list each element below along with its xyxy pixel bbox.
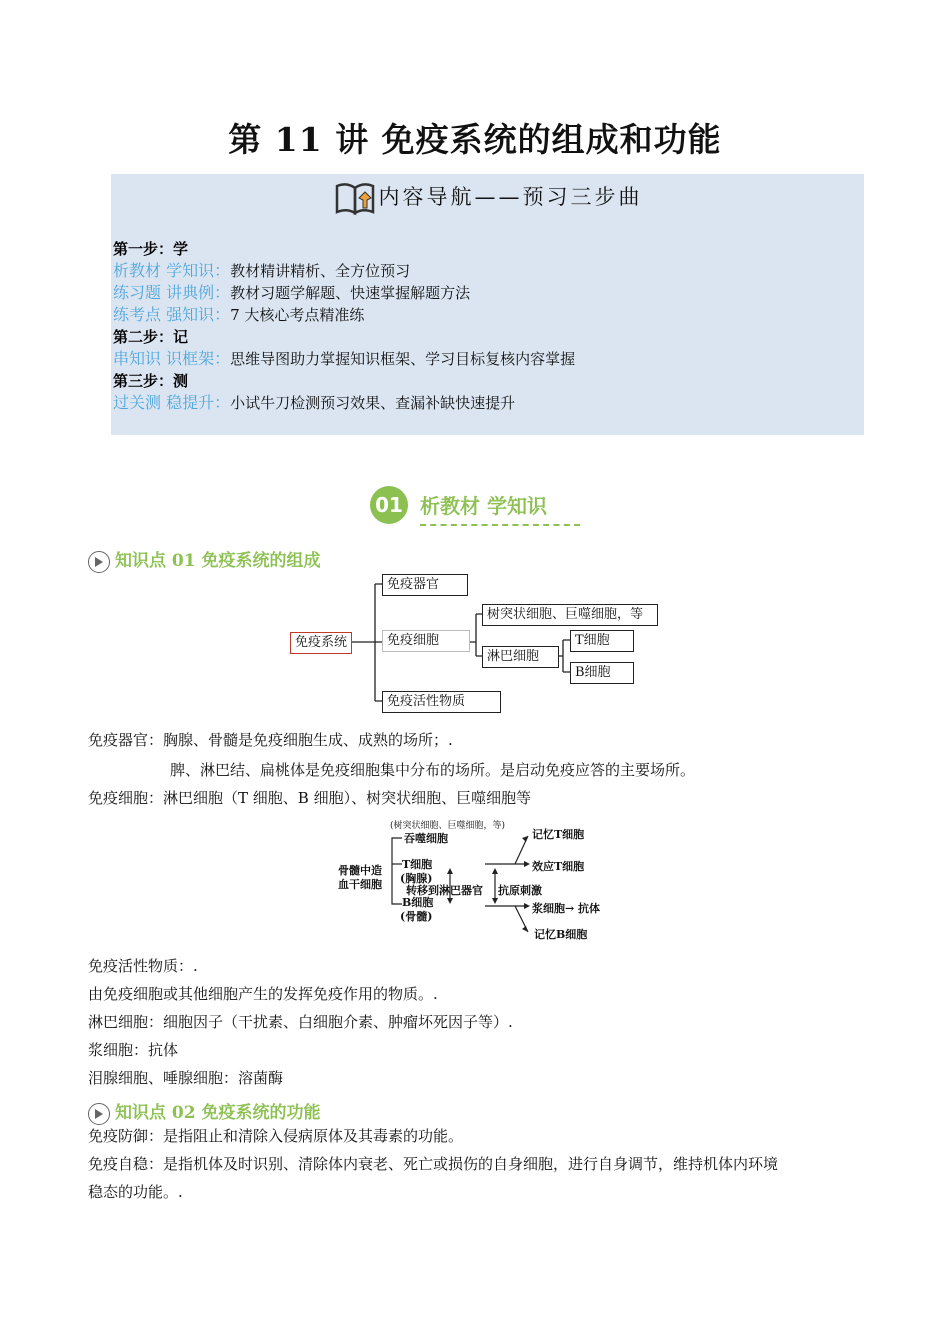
nav-row xyxy=(113,304,575,326)
page-title: 第 11 讲 免疫系统的组成和功能 xyxy=(228,120,722,159)
nav-row-label: 过关测 稳提升： xyxy=(113,393,231,412)
note-dendritic: (树突状细胞、巨噬细胞，等) xyxy=(390,821,506,831)
label-thymus: (胸腺) xyxy=(400,872,433,885)
paragraph-immune-cell: 免疫细胞：淋巴细胞（T 细胞、B 细胞）、树突状细胞、巨噬细胞等 xyxy=(88,789,532,807)
nav-row-text: 思维导图助力掌握知识框架、学习目标复核内容掌握 xyxy=(230,350,576,368)
navigation-steps xyxy=(113,238,575,414)
navigation-header-text: 内容导航——预习三步曲 xyxy=(378,185,643,209)
lymphocyte-development-diagram xyxy=(330,814,630,942)
section-title: 析教材 学知识 xyxy=(420,494,547,518)
nav-row xyxy=(113,348,575,370)
nav-row-text: 小试牛刀检测预习效果、查漏补缺快速提升 xyxy=(230,394,516,412)
knowledge-point-1-heading xyxy=(88,546,321,573)
label-effector-t-cell: 效应T细胞 xyxy=(532,860,585,873)
nav-row xyxy=(113,392,575,414)
nav-row-label: 练习题 讲典例： xyxy=(113,283,231,302)
paragraph-immune-homeostasis: 免疫自稳：是指机体及时识别、清除体内衰老、死亡或损伤的自身细胞，进行自身调节，维持机体内环境 xyxy=(88,1155,779,1173)
box-b-cell: B细胞 xyxy=(570,662,634,684)
paragraph-immune-defense: 免疫防御：是指阻止和清除入侵病原体及其毒素的功能。 xyxy=(88,1127,464,1145)
navigation-header xyxy=(111,178,864,218)
paragraph-spleen: 脾、淋巴结、扁桃体是免疫细胞集中分布的场所。是启动免疫应答的主要场所。 xyxy=(170,761,696,779)
nav-row-text: 教材精讲精析、全方位预习 xyxy=(230,262,411,280)
box-dendritic-macrophage: 树突状细胞、巨噬细胞，等 xyxy=(482,604,658,626)
nav-row-label: 析教材 学知识： xyxy=(113,261,231,280)
step-2-heading: 第二步：记 xyxy=(113,328,189,346)
section-underline xyxy=(420,524,580,526)
nav-row-label: 练考点 强知识： xyxy=(113,305,231,324)
box-immune-cell: 免疫细胞 xyxy=(382,630,470,652)
label-transfer-lymph-organ: 转移到淋巴器官 xyxy=(406,884,483,897)
immune-system-diagram xyxy=(0,570,950,720)
paragraph-active-substance: 免疫活性物质：. xyxy=(88,957,198,975)
nav-row-text: 教材习题学解题、快速掌握解题方法 xyxy=(230,284,471,302)
box-immune-organ: 免疫器官 xyxy=(382,574,468,596)
nav-row xyxy=(113,282,575,304)
paragraph-homeostasis-end: 稳态的功能。. xyxy=(88,1183,183,1201)
box-immune-active-substance: 免疫活性物质 xyxy=(382,691,501,713)
paragraph-cytokines: 淋巴细胞：细胞因子（干扰素、白细胞介素、肿瘤坏死因子等）. xyxy=(88,1013,513,1031)
content-navigation-panel xyxy=(111,174,864,435)
label-phagocyte: 吞噬细胞 xyxy=(404,832,448,845)
knowledge-point-1-title: 知识点 01 免疫系统的组成 xyxy=(115,551,321,571)
open-book-icon xyxy=(333,178,379,218)
box-lymphocyte: 淋巴细胞 xyxy=(482,646,559,668)
root-box-immune-system: 免疫系统 xyxy=(290,632,352,654)
label-memory-b-cell: 记忆B细胞 xyxy=(534,928,588,941)
nav-row-label: 串知识 识框架： xyxy=(113,349,231,368)
knowledge-point-2-heading xyxy=(88,1098,321,1125)
label-plasma-cell-antibody: 浆细胞→ 抗体 xyxy=(532,902,601,915)
section-banner xyxy=(370,486,580,531)
paragraph-active-substance-def: 由免疫细胞或其他细胞产生的发挥免疫作用的物质。. xyxy=(88,985,438,1003)
label-t-cell: T细胞 xyxy=(402,858,433,871)
section-number: 01 xyxy=(370,486,408,524)
nav-row xyxy=(113,260,575,282)
paragraph-immune-organ: 免疫器官：胸腺、骨髓是免疫细胞生成、成熟的场所；. xyxy=(88,731,453,749)
label-hematopoietic-stem-cell: 骨髓中造血干细胞 xyxy=(338,864,382,891)
label-memory-t-cell: 记忆T细胞 xyxy=(532,828,585,841)
step-3-heading: 第三步：测 xyxy=(113,372,189,390)
label-marrow: (骨髓) xyxy=(400,910,433,923)
label-b-cell: B细胞 xyxy=(402,896,434,909)
step-1-heading: 第一步：学 xyxy=(113,240,189,258)
paragraph-plasma-cell: 浆细胞：抗体 xyxy=(88,1041,179,1059)
box-t-cell: T细胞 xyxy=(570,630,634,652)
paragraph-lysozyme: 泪腺细胞、唾腺细胞：溶菌酶 xyxy=(88,1069,284,1087)
arrow-circle-icon xyxy=(88,1103,110,1125)
nav-row-text: 7 大核心考点精准练 xyxy=(230,306,365,324)
knowledge-point-2-title: 知识点 02 免疫系统的功能 xyxy=(115,1103,321,1123)
label-antigen-stimulation: 抗原刺激 xyxy=(498,884,542,897)
